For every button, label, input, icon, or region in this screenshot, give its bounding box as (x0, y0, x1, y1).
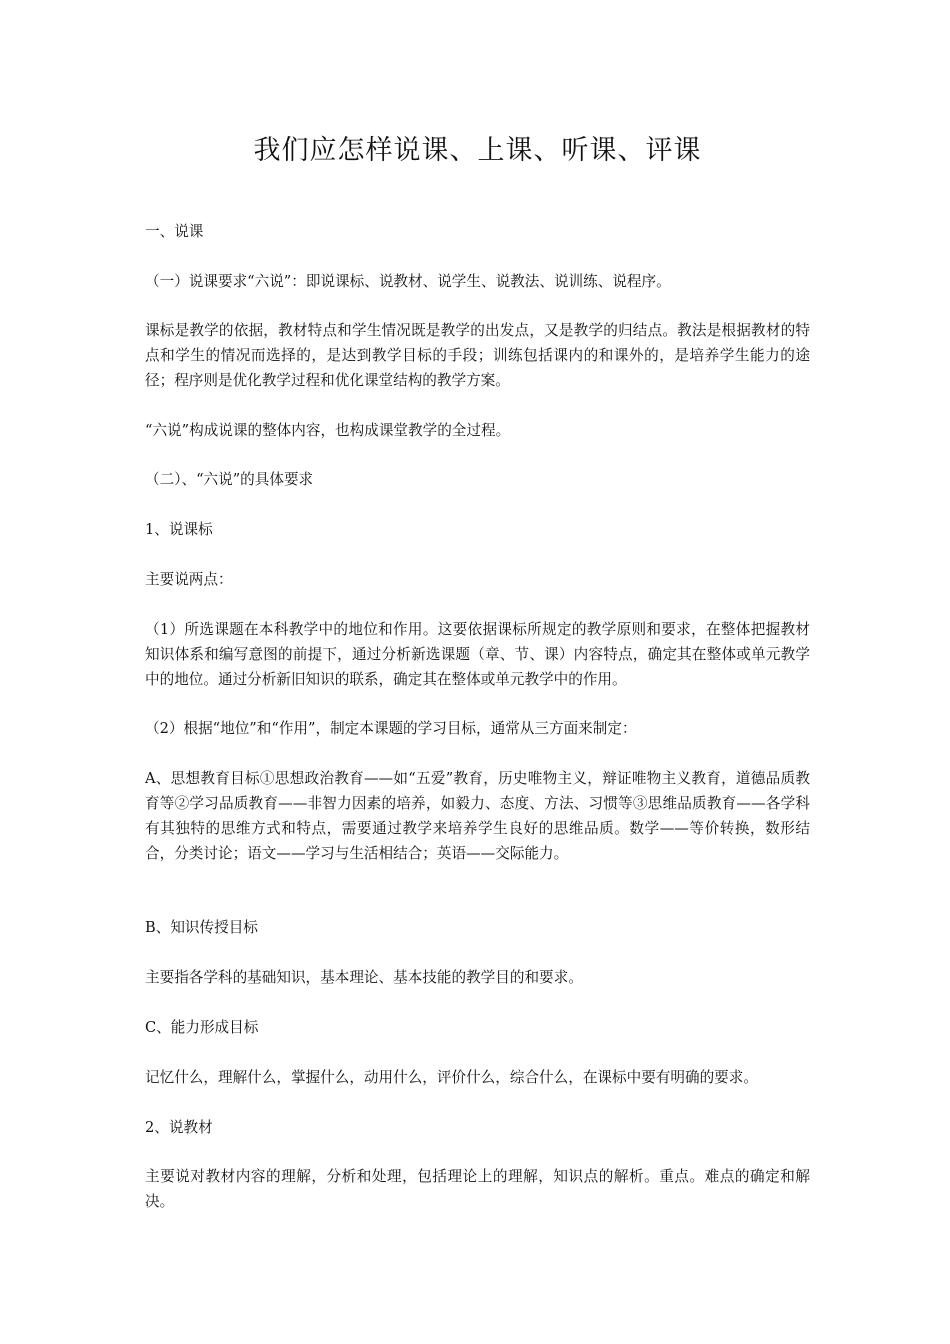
item-heading-textbook: 2、说教材 (145, 1119, 213, 1136)
paragraph-two-points: 主要说两点： (145, 571, 233, 588)
paragraph-curriculum-basis: 课标是教学的依据，教材特点和学生情况既是教学的出发点，又是教学的归结点。教法是根据教材的特点和学生的情况而选择的，是达到教学目标的手段；训练包括课内的和课外的，是培养学生能力的途径；程序则是优化教学过程和优化课堂结构的教学方案。 (145, 322, 810, 389)
paragraph-six-requirements: （一）说课要求“六说”：即说课标、说教材、说学生、说教法、说训练、说程序。 (145, 273, 671, 290)
paragraph-goal-c: 记忆什么，理解什么，掌握什么，动用什么，评价什么，综合什么，在课标中要有明确的要求。 (145, 1069, 758, 1086)
heading-goal-c: C、能力形成目标 (145, 1019, 259, 1036)
paragraph-point-two: （2）根据“地位”和“作用”，制定本课题的学习目标，通常从三方面来制定： (145, 720, 637, 737)
document-title: 我们应怎样说课、上课、听课、评课 (253, 135, 702, 166)
subsection-heading-specifics: （二）、“六说”的具体要求 (145, 471, 314, 488)
paragraph-goal-b: 主要指各学科的基础知识，基本理论、基本技能的教学目的和要求。 (145, 969, 583, 986)
paragraph-goal-a: A、思想教育目标①思想政治教育——如“五爱”教育，历史唯物主义，辩证唯物主义教育，道德品质教育等②学习品质教育——非智力因素的培养，如毅力、态度、方法、习惯等③思维品质教育——各学科有其独特的思维方式和特点，需要通过教学来培养学生良好的思维品质。数学——等价转换，数形结合，分类讨论；语文——学习与生活相结合；英语——交际能力。 (145, 770, 810, 862)
paragraph-six-summary: “六说”构成说课的整体内容，也构成课堂教学的全过程。 (145, 422, 511, 439)
heading-goal-b: B、知识传授目标 (145, 919, 258, 936)
item-heading-curriculum: 1、说课标 (145, 521, 213, 538)
paragraph-textbook: 主要说对教材内容的理解，分析和处理，包括理论上的理解，知识点的解析。重点。难点的确定和解决。 (145, 1168, 810, 1210)
section-heading-shuoke: 一、说课 (145, 223, 204, 240)
paragraph-point-one: （1）所选课题在本科教学中的地位和作用。这要依据课标所规定的教学原则和要求，在整体把握教材知识体系和编写意图的前提下，通过分析新选课题（章、节、课）内容特点，确定其在整体或单元教学中的地位。通过分析新旧知识的联系，确定其在整体或单元教学中的作用。 (145, 621, 810, 688)
